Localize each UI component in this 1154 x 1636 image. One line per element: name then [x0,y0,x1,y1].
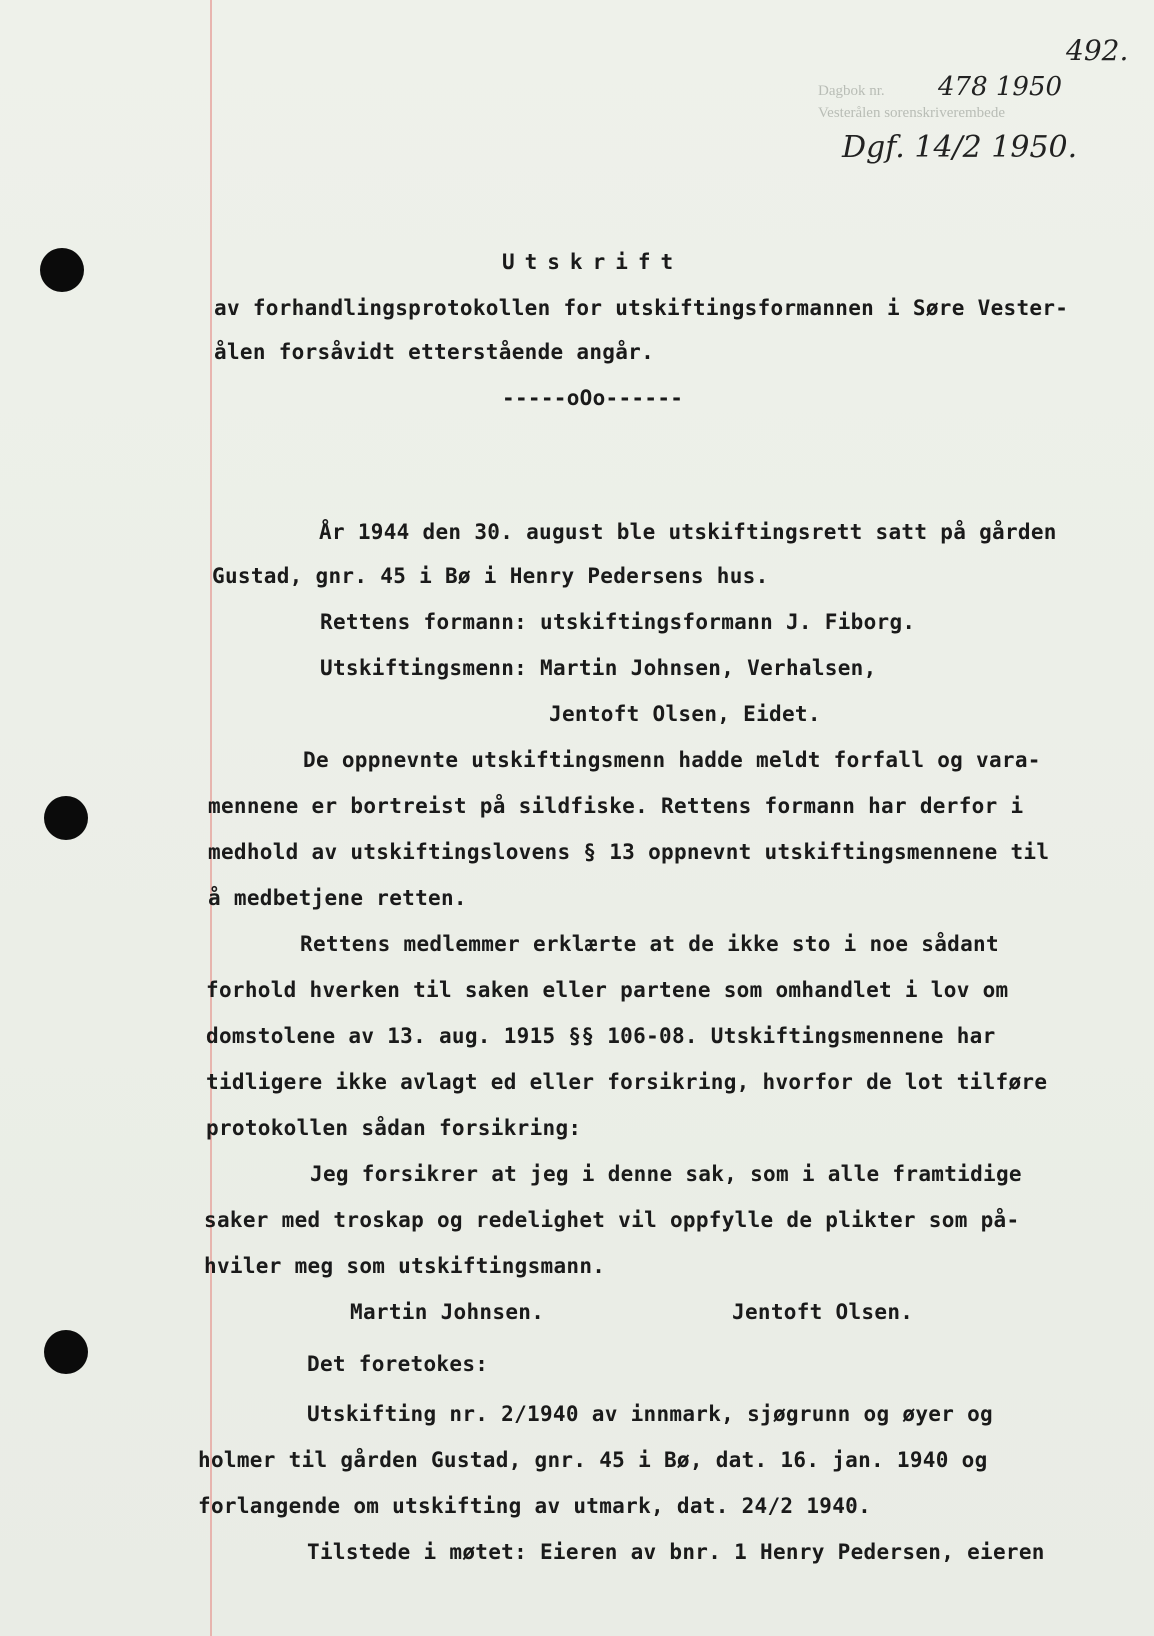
text-line: Jeg forsikrer at jeg i denne sak, som i alle framtidige [310,1162,1022,1186]
text-line: å medbetjene retten. [208,886,467,910]
document-heading: Utskrift [502,250,684,274]
text-line: saker med troskap og redelighet vil oppfylle de plikter som på- [204,1208,1020,1232]
divider: -----oOo------ [502,386,684,410]
text-line: Tilstede i møtet: Eieren av bnr. 1 Henry Pedersen, eieren [307,1540,1045,1564]
text-line: forlangende om utskifting av utmark, dat. 24/2 1940. [198,1494,872,1518]
intro-line: av forhandlingsprotokollen for utskiftingsformannen i Søre Vester- [214,296,1069,320]
stamp-line: Vesterålen sorenskriverembede [818,105,1006,121]
text-line: holmer til gården Gustad, gnr. 45 i Bø, dat. 16. jan. 1940 og [198,1448,988,1472]
registration-note: Dgf. 14/2 1950. [842,130,1078,165]
text-line: Utskiftingsmenn: Martin Johnsen, Verhalsen, [320,656,877,680]
text-line: De oppnevnte utskiftingsmenn hadde meldt forfall og vara- [303,748,1041,772]
text-line: Det foretokes: [307,1352,489,1376]
text-line: Jentoft Olsen, Eidet. [549,702,821,726]
stamp-line: Dagbok nr. [818,83,885,99]
text-line: protokollen sådan forsikring: [206,1116,582,1140]
journal-note: 478 1950 [938,72,1063,102]
text-line: medhold av utskiftingslovens § 13 oppnevnt utskiftingsmennene til [208,840,1050,864]
text-line: Rettens formann: utskiftingsformann J. Fiborg. [320,610,916,634]
page-number: 492. [1066,34,1129,67]
text-line: hviler meg som utskiftingsmann. [204,1254,606,1278]
punch-hole [44,796,88,840]
text-line: År 1944 den 30. august ble utskiftingsrett satt på gården [319,520,1057,544]
punch-hole [40,248,84,292]
text-line: mennene er bortreist på sildfiske. Rettens formann har derfor i [208,794,1024,818]
text-line: domstolene av 13. aug. 1915 §§ 106-08. Utskiftingsmennene har [206,1024,996,1048]
text-line: tidligere ikke avlagt ed eller forsikring, hvorfor de lot tilføre [206,1070,1048,1094]
margin-rule [210,0,212,1636]
text-line: forhold hverken til saken eller partene som omhandlet i lov om [206,978,1009,1002]
text-line: Utskifting nr. 2/1940 av innmark, sjøgrunn og øyer og [307,1402,993,1426]
intro-line: ålen forsåvidt etterstående angår. [214,340,655,364]
signature: Jentoft Olsen. [732,1300,914,1324]
text-line: Gustad, gnr. 45 i Bø i Henry Pedersens hus. [212,564,769,588]
text-line: Rettens medlemmer erklærte at de ikke sto i noe sådant [300,932,999,956]
punch-hole [44,1330,88,1374]
signature: Martin Johnsen. [350,1300,545,1324]
